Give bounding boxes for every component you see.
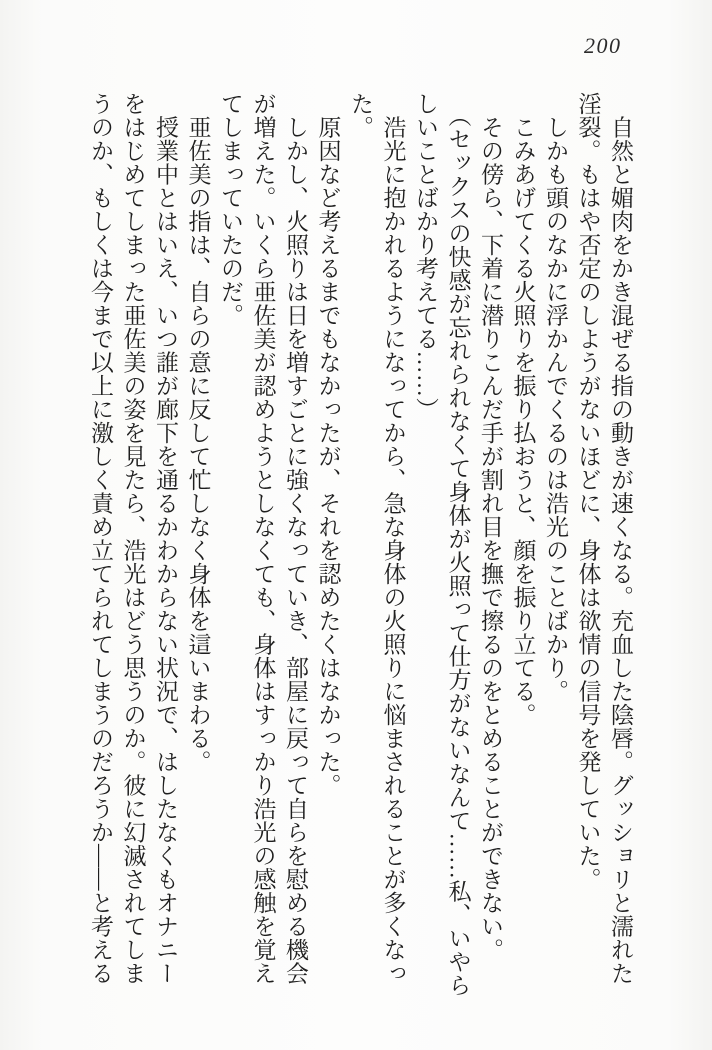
text-column: てしまっていたのだ。	[218, 92, 243, 327]
text-column: （セックスの快感が忘れられなくて身体が火照って仕方がないなんて……私、いやら	[445, 92, 471, 997]
text-column: をはじめてしまった亜佐美の姿を見たら、浩光はどう思うのか。彼に幻滅されてしま	[120, 92, 146, 985]
text-column: その傍ら、下着に潜りこんだ手が割れ目を撫で擦るのをとめることができない。	[478, 92, 503, 962]
text-column: しいことばかり考えてる……）	[413, 92, 438, 421]
page-number: 200	[584, 33, 622, 58]
text-column: しかも頭のなかに浮かんでくるのは浩光のことばかり。	[543, 92, 568, 703]
text-column: 原因など考えるまでもなかったが、それを認めたくはなかった。	[315, 92, 341, 797]
text-column: こみあげてくる火照りを振り払おうと、顔を振り立てる。	[510, 92, 536, 727]
text-column: うのか、もしくは今まで以上に激しく責め立てられてしまうのだろうか——と考える	[88, 92, 113, 985]
text-column: が増えた。いくら亜佐美が認めようとしなくても、身体はすっかり浩光の感触を覚え	[250, 92, 276, 985]
text-column: 授業中とはいえ、いつ誰が廊下を通るかわからない状況で、はしたなくもオナニー	[153, 92, 178, 985]
text-column: 自然と媚肉をかき混ぜる指の動きが速くなる。充血した陰唇。グッショリと濡れた	[608, 92, 633, 985]
text-column: しかし、火照りは日を増すごとに強くなっていき、部屋に戻って自らを慰める機会	[283, 92, 308, 985]
text-column: 淫裂。もはや否定のしようがないほどに、身体は欲情の信号を発していた。	[575, 92, 601, 891]
text-column: 亜佐美の指は、自らの意に反して忙しなく身体を這いまわる。	[185, 92, 211, 774]
body-text	[84, 92, 637, 997]
text-column: た。	[348, 92, 373, 139]
text-column: 浩光に抱かれるようになってから、急な身体の火照りに悩まされることが多くなっ	[380, 92, 406, 985]
